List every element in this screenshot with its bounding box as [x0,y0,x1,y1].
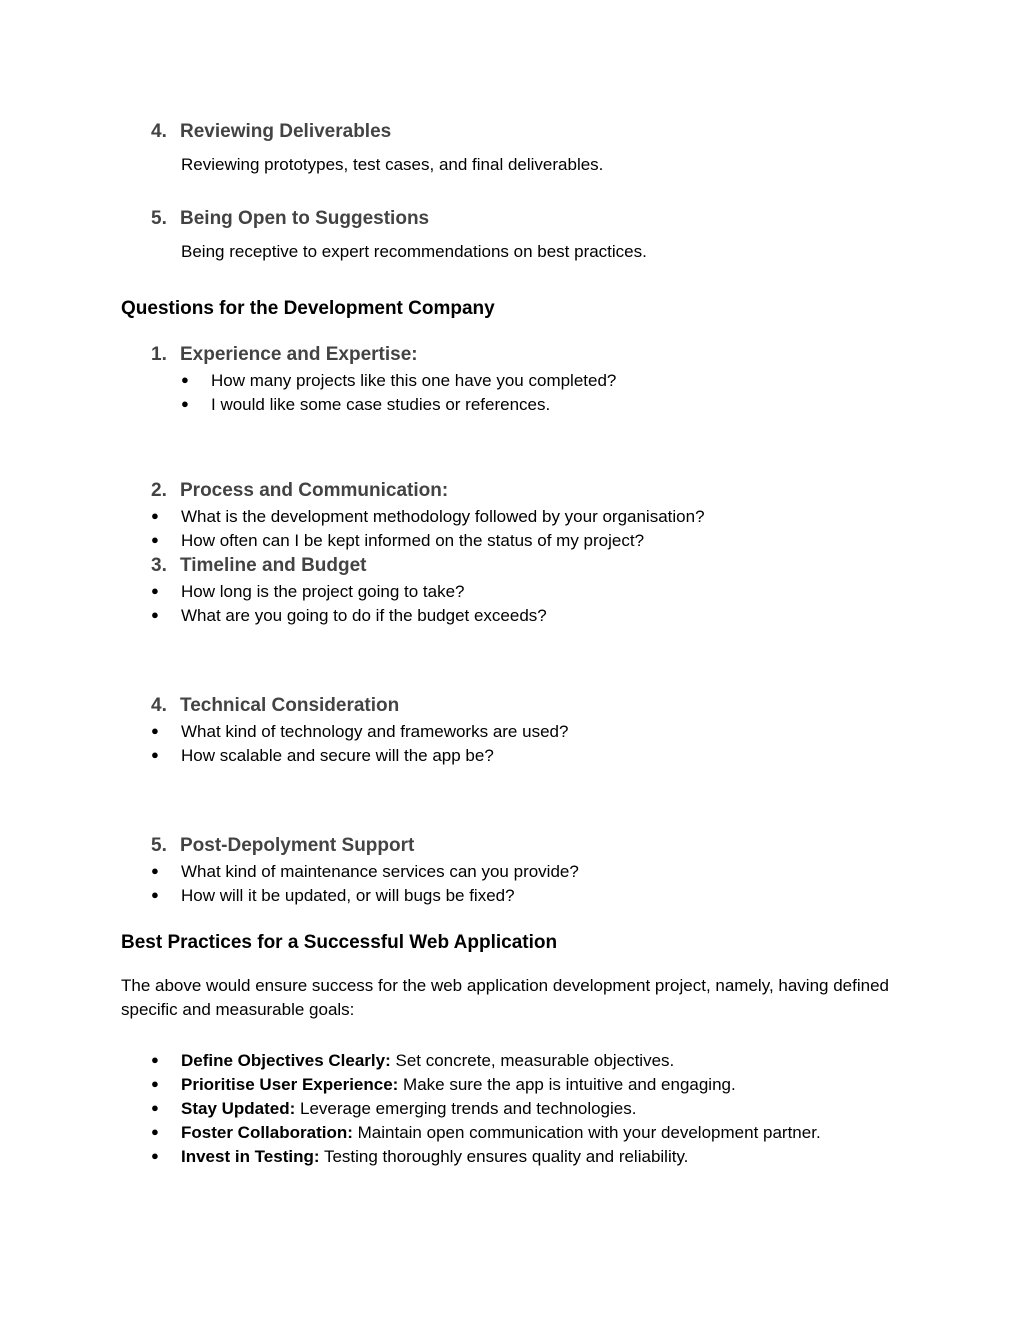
question-list-item [181,395,550,415]
item-number: 5. [151,208,167,229]
section-heading: Best Practices for a Successful Web Application [121,932,558,953]
question-list-item [151,507,705,527]
group-number: 4. [151,695,167,716]
bullet-icon: ● [151,1076,159,1091]
question-list-item [151,531,644,551]
bullet-icon: ● [151,1052,159,1067]
question-text: How long is the project going to take? [181,582,465,601]
practice-list-item [151,1099,636,1119]
numbered-heading [151,121,391,143]
bullet-icon: ● [151,863,159,878]
item-description: Reviewing prototypes, test cases, and final deliverables. [181,155,604,174]
group-title: Timeline and Budget [180,555,367,576]
intro-paragraph: The above would ensure success for the web application development project, namely, having defined specific and measurable goals: [121,976,889,1019]
question-group-heading [151,344,418,366]
question-list-item [151,582,465,602]
bullet-icon: ● [151,1100,159,1115]
group-title: Technical Consideration [180,695,400,716]
practice-label: Invest in Testing: [181,1147,320,1166]
question-list-item [151,746,494,766]
bullet-icon: ● [151,1124,159,1139]
question-list-item [151,722,568,742]
bullet-icon: ● [151,508,159,523]
group-title: Experience and Expertise: [180,344,418,365]
practice-text: Testing thoroughly ensures quality and reliability. [319,1147,689,1166]
question-text: I would like some case studies or references. [211,395,551,414]
question-text: What is the development methodology followed by your organisation? [181,507,705,526]
item-number: 4. [151,121,167,142]
bullet-icon: ● [151,607,159,622]
practice-text: Set concrete, measurable objectives. [390,1051,675,1070]
group-number: 3. [151,555,167,576]
bullet-icon: ● [151,532,159,547]
group-number: 2. [151,480,167,501]
practice-text: Make sure the app is intuitive and engaging. [398,1075,736,1094]
question-list-item [181,371,616,391]
practice-list-item [151,1051,674,1071]
practice-label: Foster Collaboration: [181,1123,353,1142]
bullet-icon: ● [151,887,159,902]
group-number: 5. [151,835,167,856]
question-group-heading [151,695,399,717]
question-text: What kind of maintenance services can you provide? [181,862,579,881]
question-text: What are you going to do if the budget exceeds? [181,606,547,625]
practice-text: Maintain open communication with your development partner. [352,1123,821,1142]
bullet-icon: ● [151,747,159,762]
question-text: How often can I be kept informed on the status of my project? [181,531,645,550]
bullet-icon: ● [151,723,159,738]
practice-text: Leverage emerging trends and technologies. [295,1099,637,1118]
practice-list-item [151,1123,821,1143]
bullet-icon: ● [151,1148,159,1163]
item-description: Being receptive to expert recommendations on best practices. [181,242,647,261]
question-list-item [151,606,547,626]
question-text: How scalable and secure will the app be? [181,746,494,765]
question-text: How will it be updated, or will bugs be fixed? [181,886,515,905]
question-list-item [151,862,579,882]
bullet-icon: ● [151,583,159,598]
practice-list-item [151,1147,688,1167]
question-text: What kind of technology and frameworks are used? [181,722,569,741]
practice-label: Stay Updated: [181,1099,296,1118]
practice-label: Define Objectives Clearly: [181,1051,391,1070]
question-list-item [151,886,515,906]
numbered-heading [151,208,429,230]
question-group-heading [151,555,367,577]
question-group-heading [151,480,448,502]
group-title: Post-Depolyment Support [180,835,415,856]
question-group-heading [151,835,414,857]
bullet-icon: ● [181,396,189,411]
section-heading: Questions for the Development Company [121,298,495,319]
question-text: How many projects like this one have you completed? [211,371,617,390]
group-title: Process and Communication: [180,480,449,501]
item-title: Being Open to Suggestions [180,208,430,229]
practice-list-item [151,1075,736,1095]
item-title: Reviewing Deliverables [180,121,392,142]
group-number: 1. [151,344,167,365]
bullet-icon: ● [181,372,189,387]
practice-label: Prioritise User Experience: [181,1075,399,1094]
